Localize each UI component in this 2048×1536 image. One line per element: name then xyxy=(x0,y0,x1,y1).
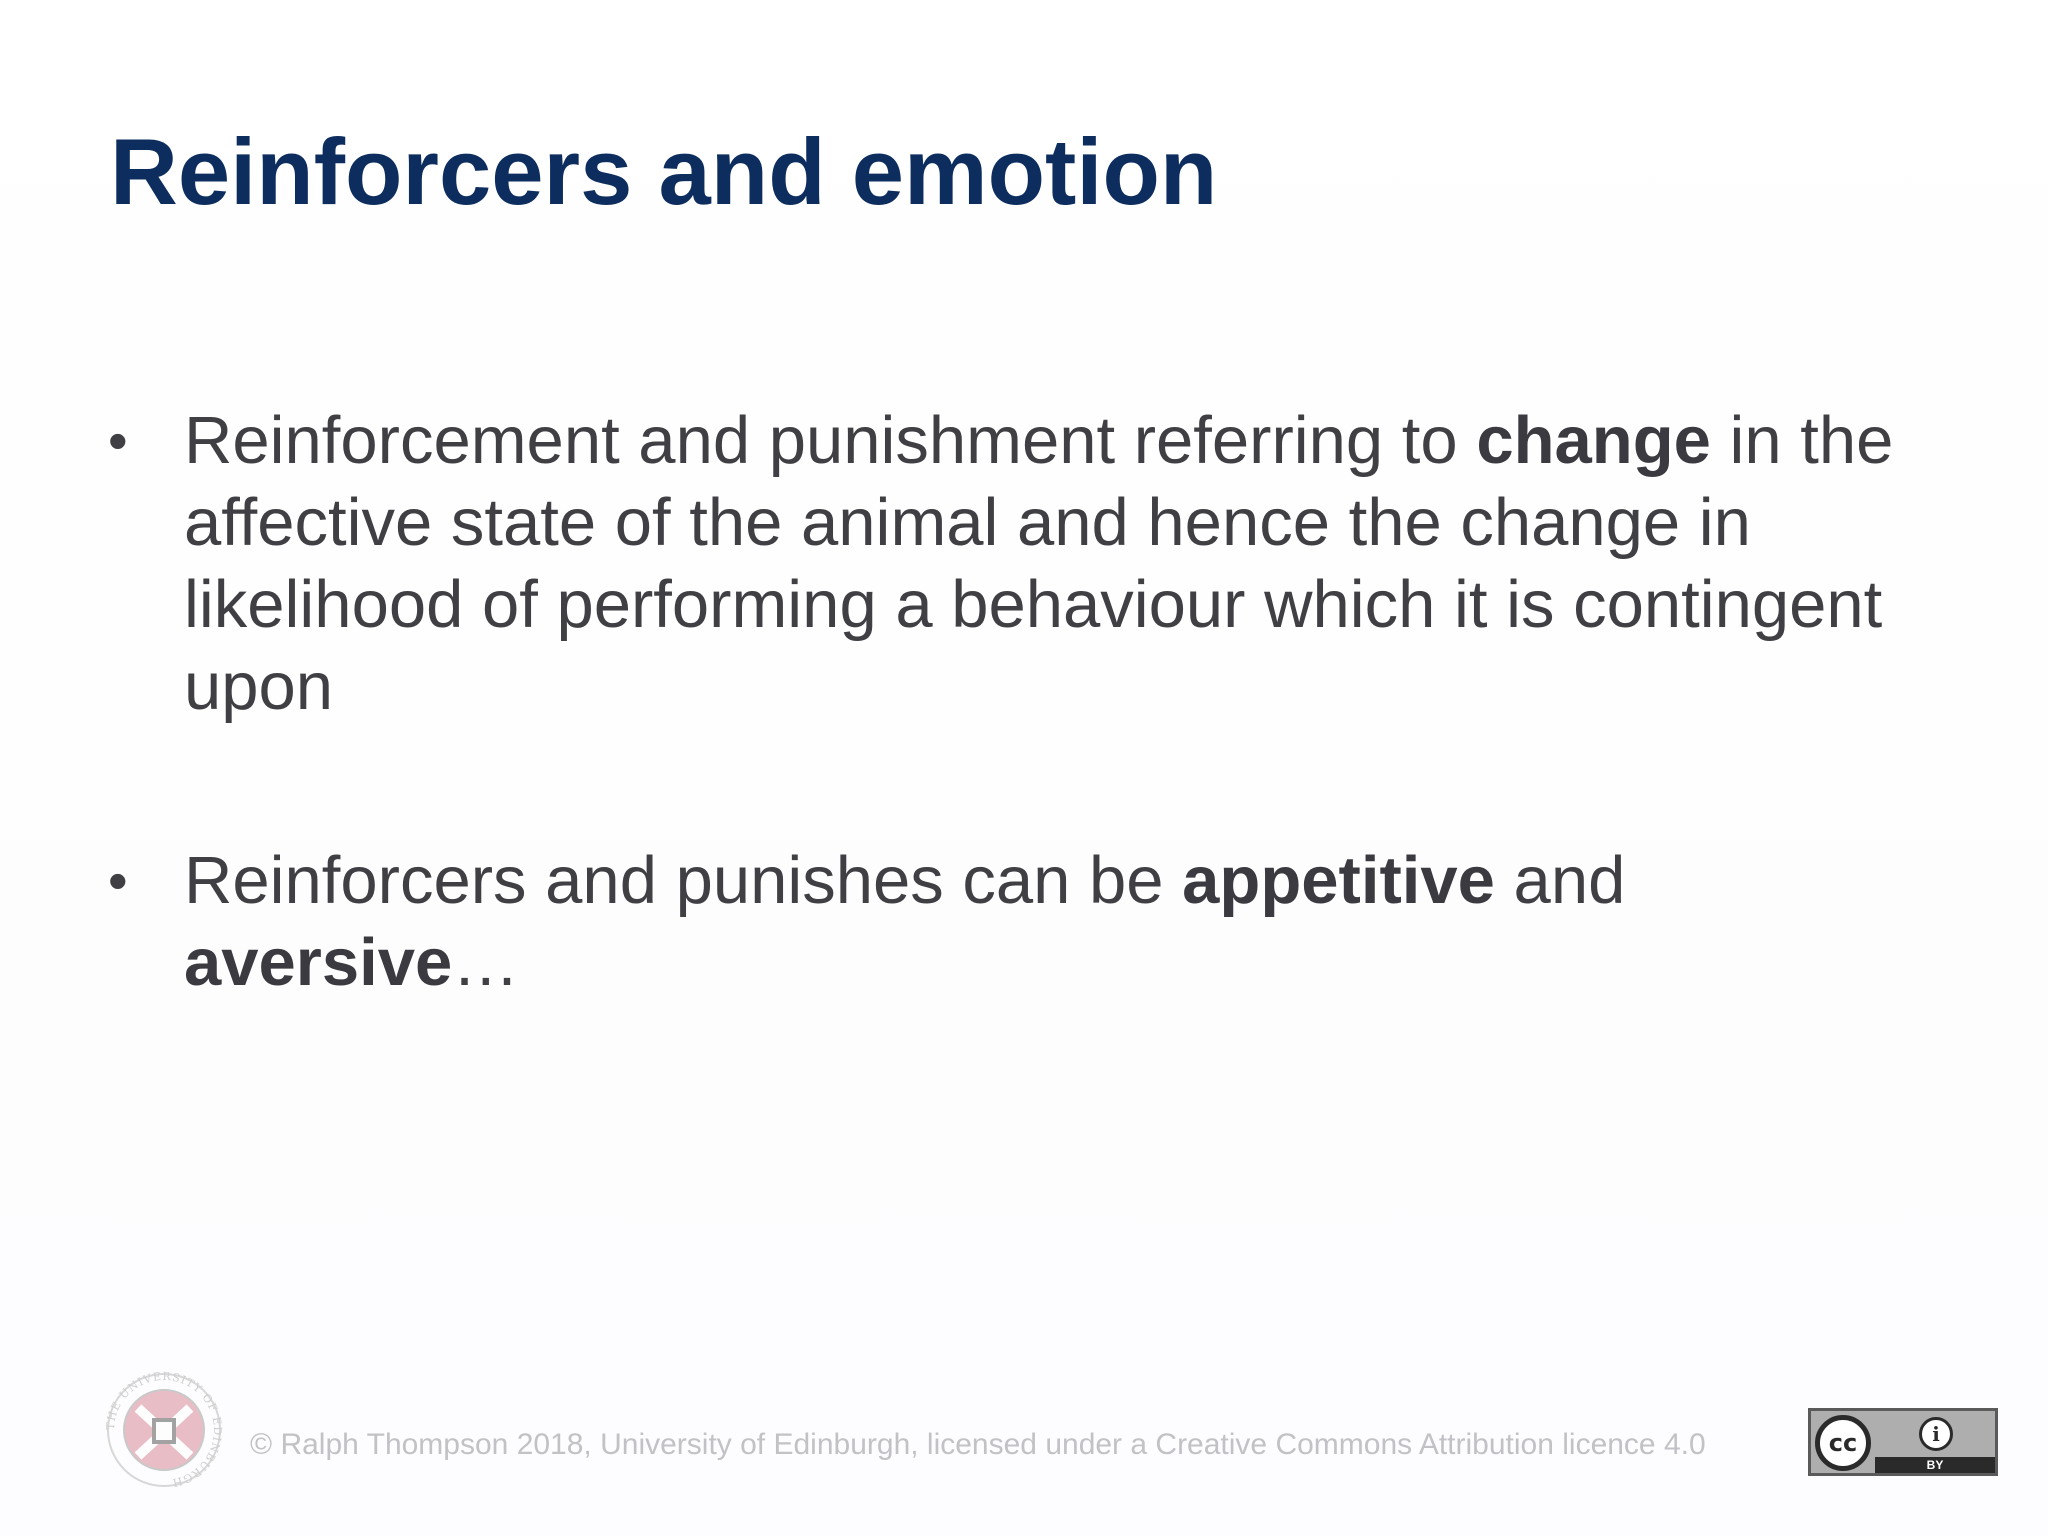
cc-license-badge[interactable] xyxy=(1808,1408,1998,1476)
bullet-item xyxy=(0,400,1944,728)
bullet-bold-segment: change xyxy=(1476,403,1711,478)
cc-icon: cc xyxy=(1815,1415,1871,1471)
bullet-bold-segment: appetitive xyxy=(1182,843,1495,918)
by-label: BY xyxy=(1875,1457,1995,1473)
bullet-item xyxy=(0,840,1944,1004)
university-crest-icon xyxy=(104,1370,224,1490)
bullet-segment: Reinforcement and punishment referring to xyxy=(184,403,1477,478)
bullet-segment: … xyxy=(452,925,520,1000)
bullet-text xyxy=(184,843,1625,1000)
bullet-segment: Reinforcers and punishes can be xyxy=(184,843,1183,918)
bullet-text xyxy=(184,403,1893,724)
copyright-credit: © Ralph Thompson 2018, University of Edinburgh, licensed under a Creative Commons Attribution licence 4.0 xyxy=(250,1428,1706,1461)
bullet-marker: • xyxy=(108,409,128,472)
slide-title: Reinforcers and emotion xyxy=(110,119,1218,224)
crest-lettering: THE UNIVERSITY OF EDINBURGH xyxy=(104,1370,224,1490)
bullet-bold-segment: aversive xyxy=(184,925,453,1000)
bullet-segment: in the affective state of the animal and hence the change in likelihood of performing a behaviour which it is contingent upon xyxy=(184,403,1894,724)
slide-footer xyxy=(0,1370,2048,1500)
bullet-list xyxy=(0,400,2048,1004)
bullet-marker: • xyxy=(108,849,128,912)
bullet-segment: and xyxy=(1494,843,1626,918)
attribution-icon: i xyxy=(1919,1417,1953,1451)
